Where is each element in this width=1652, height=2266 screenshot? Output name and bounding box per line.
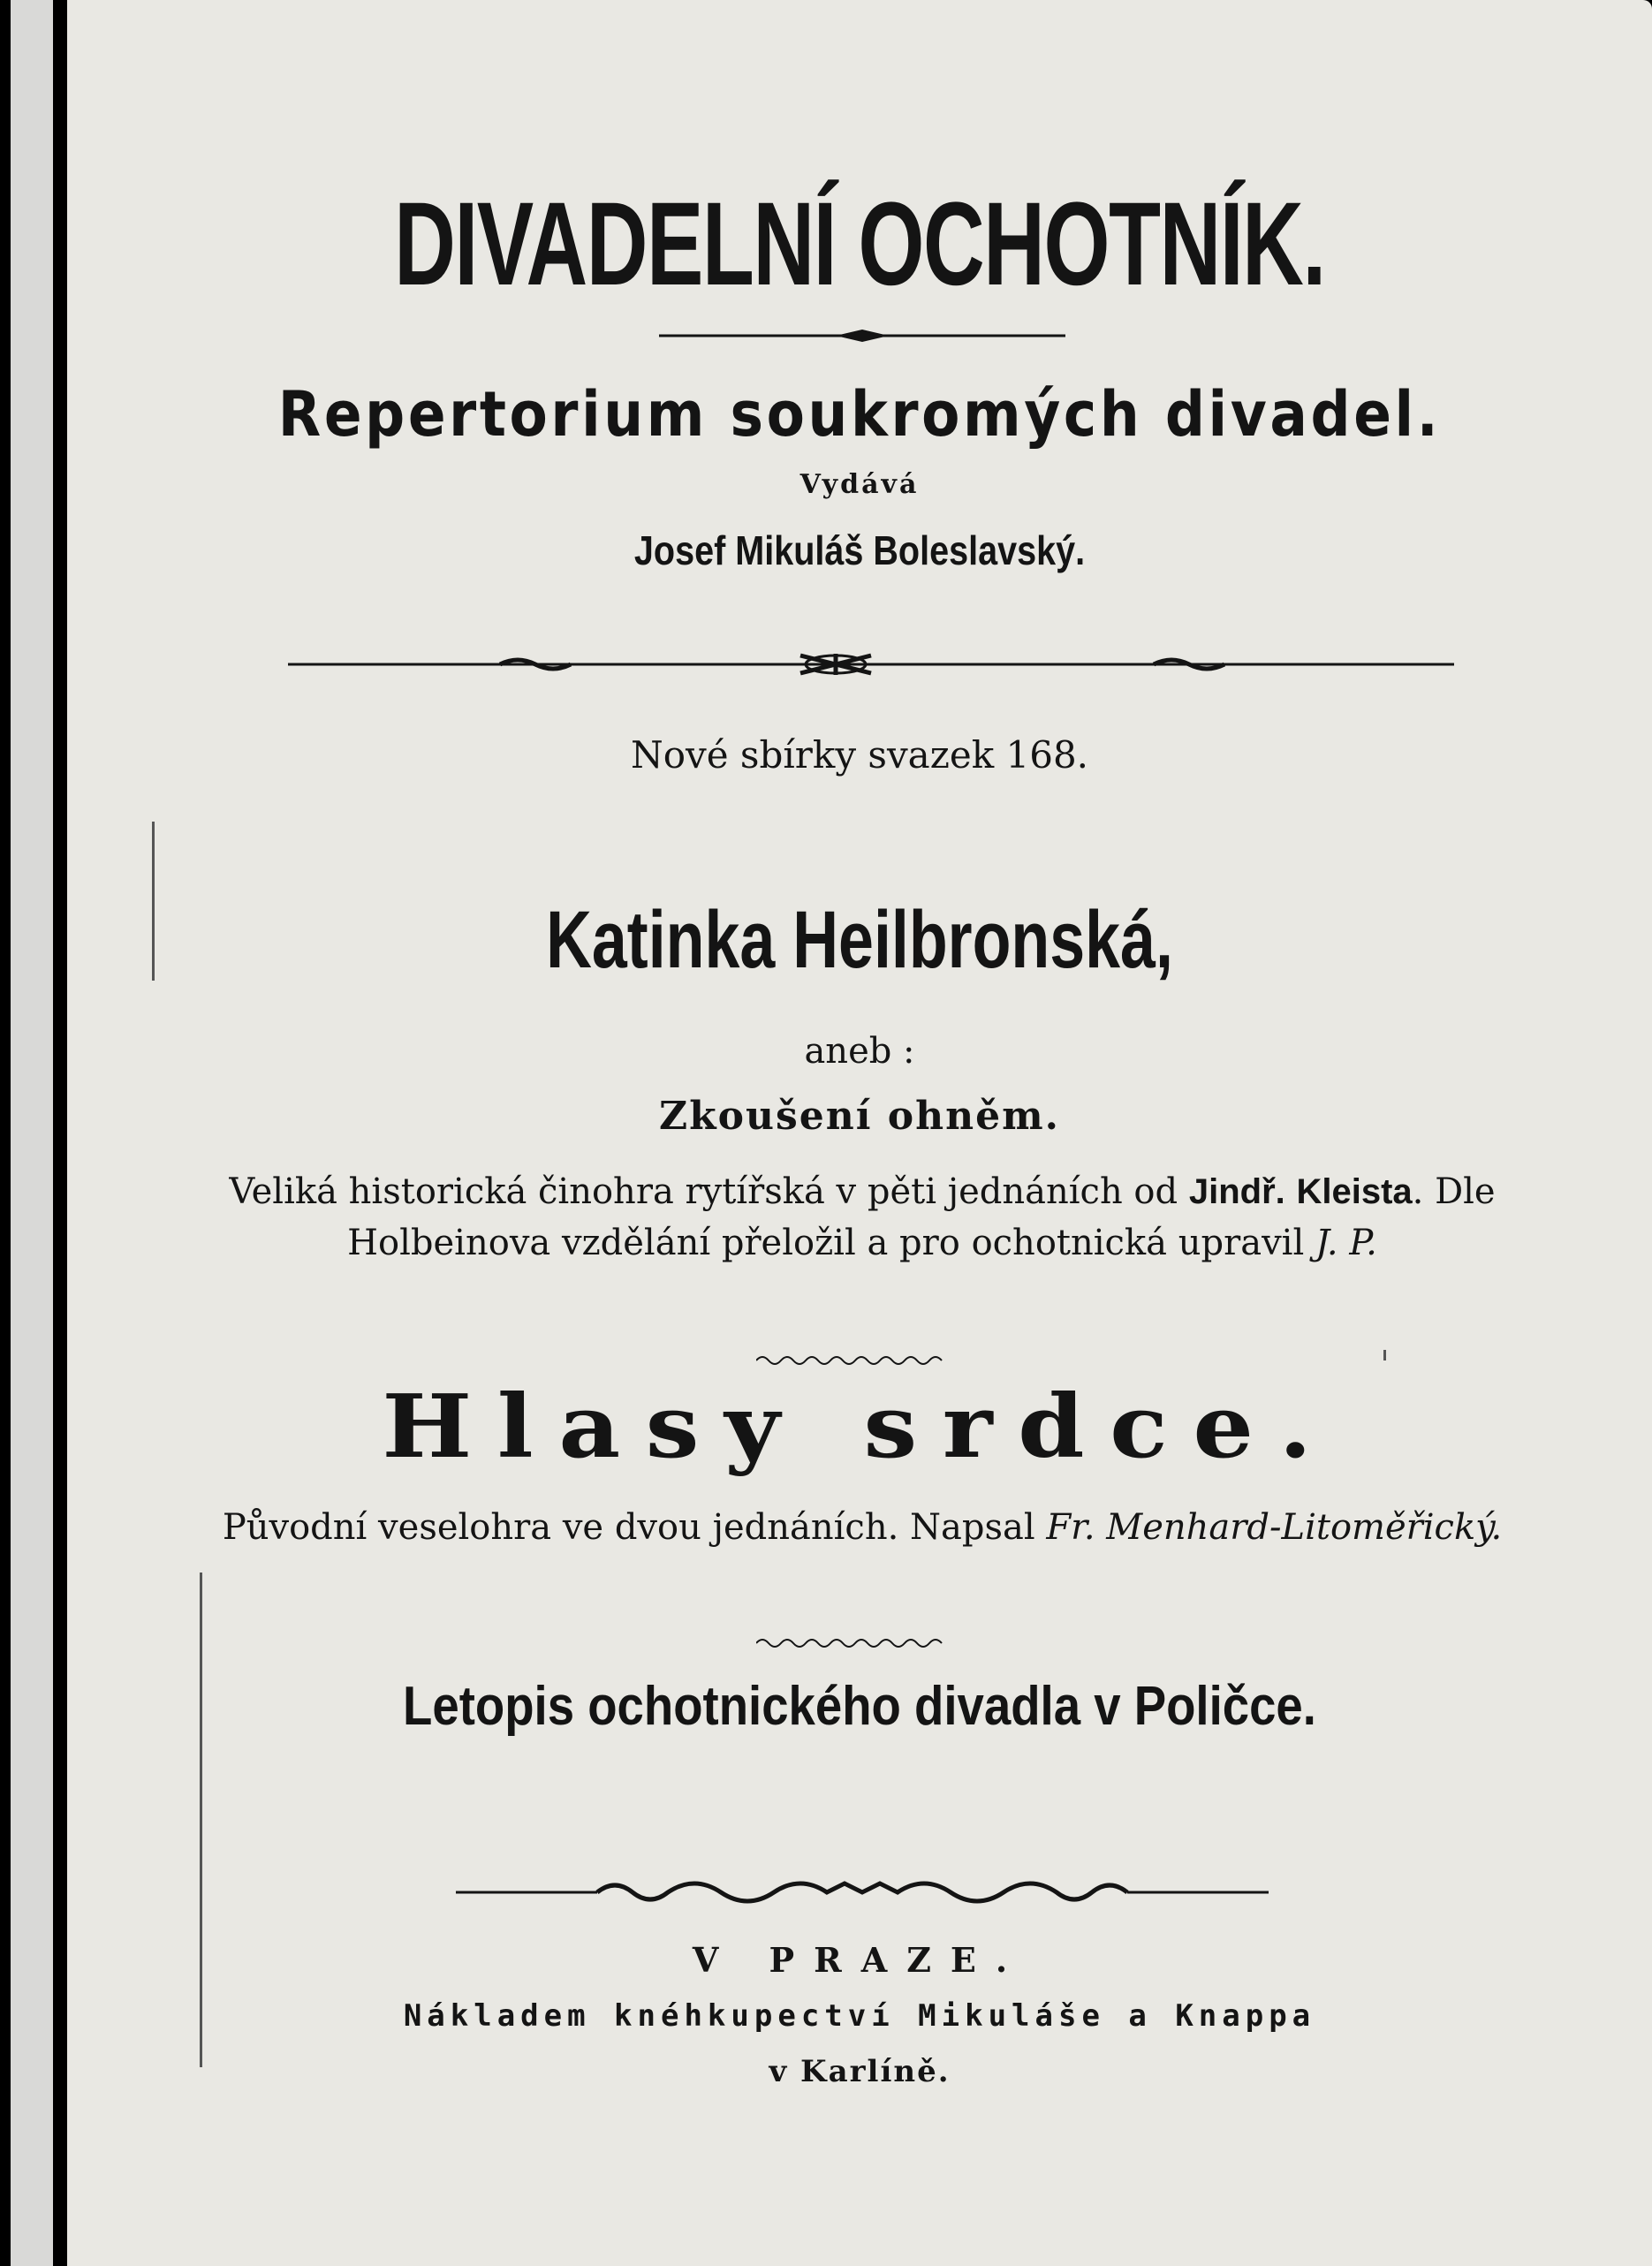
play-one-author-first: Jindř. [1188, 1172, 1285, 1211]
diamond-rule-ornament [659, 325, 1065, 346]
play-two-title: Hlasy srdce. [382, 1376, 1338, 1478]
scan-left-strip [11, 0, 53, 2266]
imprint-city: V PRAZE. [692, 1940, 1027, 1980]
publisher-intro: Vydává [799, 469, 920, 500]
volume-number: Nové sbírky svazek 168. [630, 733, 1089, 777]
wave-rule-ornament-2 [756, 1636, 951, 1650]
masthead-title: DIVADELNÍ OCHOTNÍK. [394, 178, 1325, 310]
play-two-description [173, 1502, 1551, 1553]
publisher-name: Josef Mikuláš Boleslavský. [633, 527, 1086, 573]
imprint-publisher: Nákladem knéhkupectví Mikuláše a Knappa [403, 1998, 1316, 2034]
play-one-title: Katinka Heilbronská, [546, 895, 1173, 985]
scroll-rule-ornament [456, 1873, 1269, 1912]
play-one-connector: aneb : [804, 1031, 915, 1072]
wave-rule-ornament [756, 1353, 951, 1368]
play-one-description-text-2: . Dle Holbeinova vzdělání přeložil a pro ochotnická upravil [347, 1171, 1496, 1263]
title-page [62, 0, 1652, 2266]
scan-artifact-mark-2 [200, 1573, 202, 2067]
play-two-author: Fr. Menhard-Litoměřický. [1046, 1507, 1503, 1548]
scan-artifact-dot [1383, 1350, 1386, 1360]
masthead-subtitle: Repertorium soukromých divadel. [277, 378, 1442, 451]
play-one-description-text-1: Veliká historická činohra rytířská v pěti jednáních od [229, 1171, 1178, 1212]
chronicle-title: Letopis ochotnického divadla v Poličce. [403, 1676, 1316, 1737]
play-one-author-last: Kleista [1296, 1172, 1413, 1211]
play-one-alt-title: Zkoušení ohněm. [659, 1094, 1060, 1139]
play-one-translator: J. P. [1315, 1223, 1377, 1263]
play-two-description-text: Původní veselohra ve dvou jednáních. Napsal [222, 1507, 1035, 1548]
play-one-description [173, 1166, 1551, 1269]
flourish-rule-ornament [288, 647, 1454, 682]
imprint-place: v Karlíně. [769, 2054, 951, 2089]
scan-artifact-mark [152, 822, 155, 981]
